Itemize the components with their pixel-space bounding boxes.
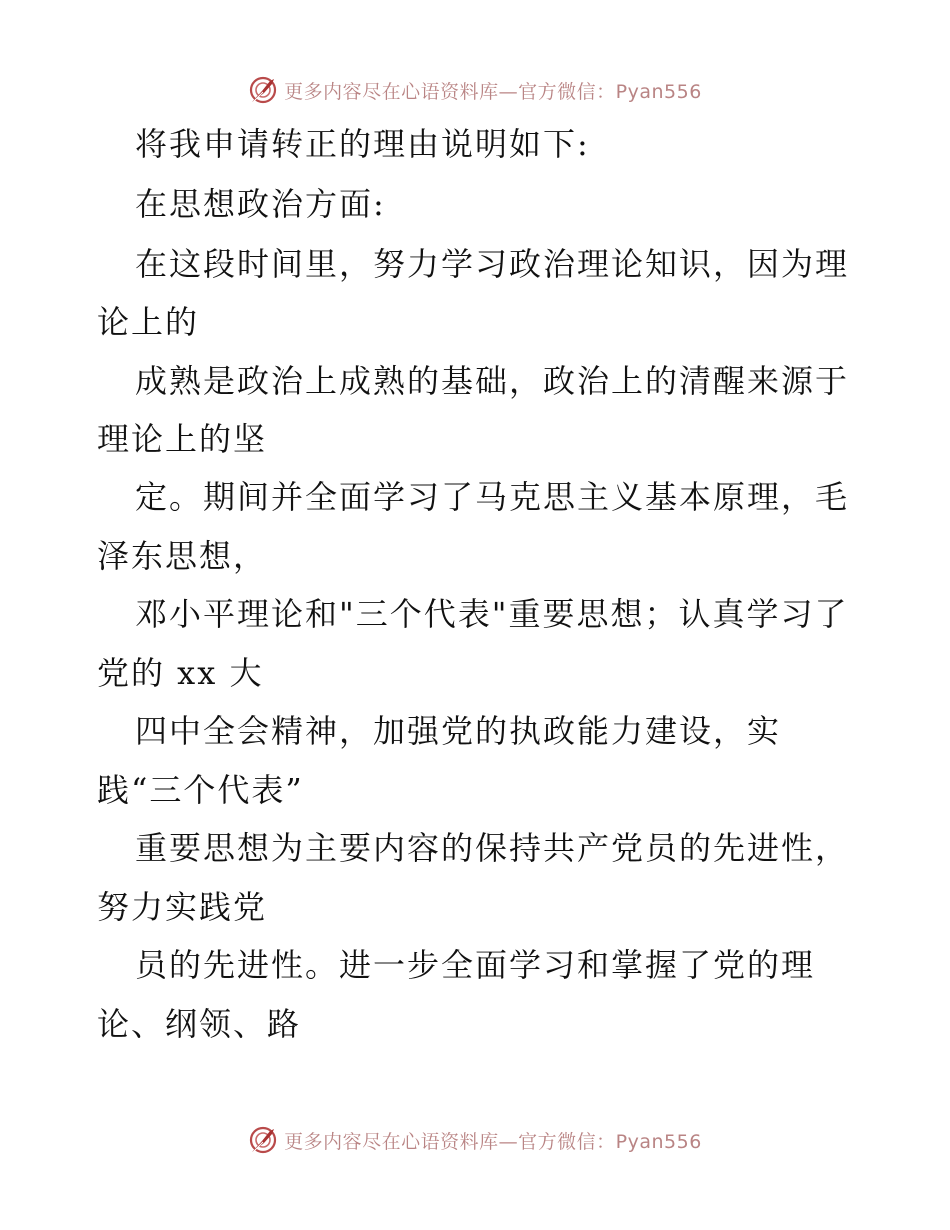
wechat-id: Pyan556 bbox=[615, 1130, 702, 1153]
banner-text: 更多内容尽在心语资料库—官方微信：Pyan556 bbox=[284, 80, 702, 103]
paragraph-line: 努力实践党 bbox=[97, 888, 268, 926]
paragraph-line: 邓小平理论和"三个代表"重要思想；认真学习了 bbox=[135, 595, 849, 633]
paragraph-line: 论、纲领、路 bbox=[97, 1005, 302, 1043]
paragraph-line: 将我申请转正的理由说明如下: bbox=[135, 125, 590, 163]
paragraph-line: 论上的 bbox=[97, 303, 200, 341]
red-quill-logo-icon bbox=[248, 1125, 278, 1155]
paragraph-line: 理论上的坚 bbox=[97, 420, 268, 458]
paragraph-line: 践“三个代表” bbox=[97, 771, 304, 809]
paragraph-line: 成熟是政治上成熟的基础，政治上的清醒来源于 bbox=[135, 362, 850, 400]
footer-banner bbox=[0, 1120, 950, 1160]
paragraph-line: 四中全会精神，加强党的执政能力建设，实 bbox=[135, 712, 782, 750]
header-banner bbox=[0, 70, 950, 110]
paragraph-line: 党的 xx 大 bbox=[97, 654, 264, 692]
wechat-id: Pyan556 bbox=[615, 80, 702, 103]
paragraph-line: 在这段时间里，努力学习政治理论知识，因为理 bbox=[135, 245, 850, 283]
banner-text: 更多内容尽在心语资料库—官方微信：Pyan556 bbox=[284, 1130, 702, 1153]
paragraph-line: 泽东思想， bbox=[97, 537, 268, 575]
paragraph-line: 定。期间并全面学习了马克思主义基本原理，毛 bbox=[135, 478, 850, 516]
paragraph-line: 重要思想为主要内容的保持共产党员的先进性， bbox=[135, 829, 850, 867]
paragraph-line: 员的先进性。进一步全面学习和掌握了党的理 bbox=[135, 946, 816, 984]
paragraph-line: 在思想政治方面: bbox=[135, 185, 386, 223]
red-quill-logo-icon bbox=[248, 75, 278, 105]
